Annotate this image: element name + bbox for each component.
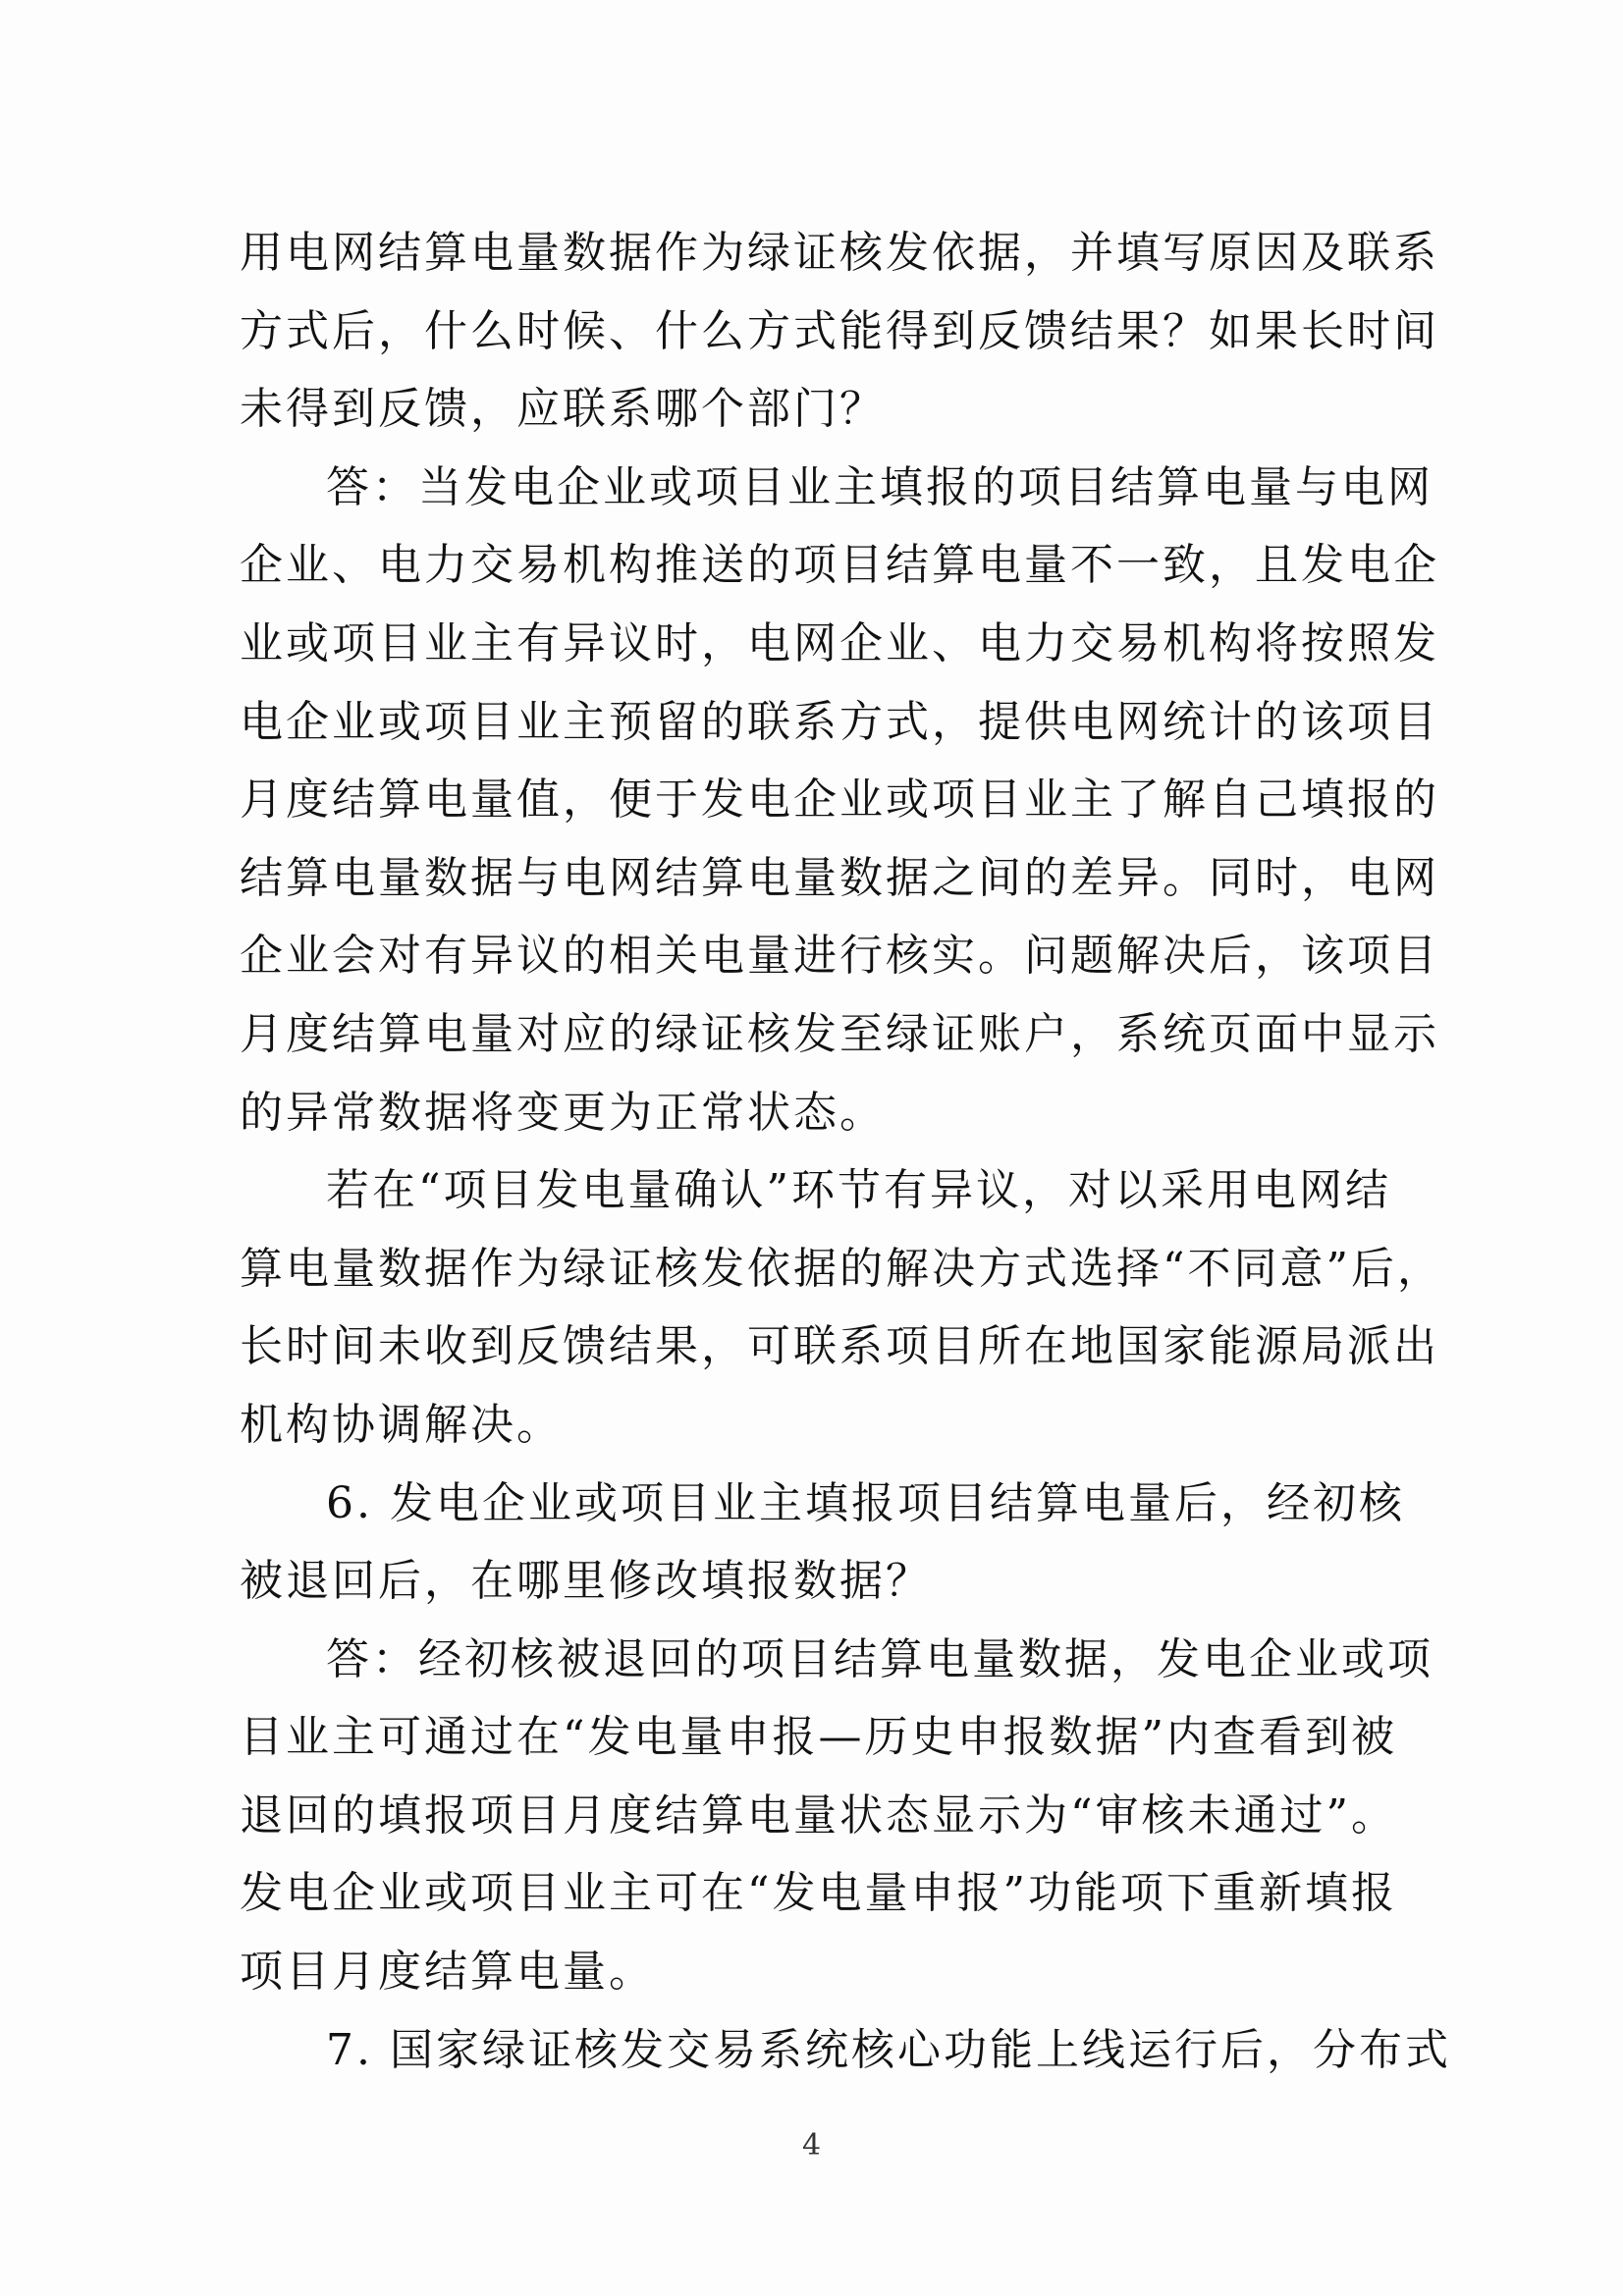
question-heading-6: 6. 发电企业或项目业主填报项目结算电量后，经初核 (326, 1477, 1405, 1528)
question-heading-7: 7. 国家绿证核发交易系统核心功能上线运行后，分布式 (326, 2024, 1451, 2075)
text-line: 答：当发电企业或项目业主填报的项目结算电量与电网 (326, 461, 1434, 512)
text-line: 月度结算电量值，便于发电企业或项目业主了解自己填报的 (240, 774, 1439, 826)
text-line: 企业会对有异议的相关电量进行核实。问题解决后，该项目 (240, 931, 1439, 982)
text-line: 目业主可通过在“发电量申报—历史申报数据”内查看到被 (240, 1712, 1397, 1763)
text-line: 发电企业或项目业主可在“发电量申报”功能项下重新填报 (240, 1868, 1397, 1919)
text-line: 若在“项目发电量确认”环节有异议，对以采用电网结 (326, 1165, 1391, 1216)
text-line: 用电网结算电量数据作为绿证核发依据，并填写原因及联系 (240, 228, 1439, 278)
text-line: 的异常数据将变更为正常状态。 (240, 1087, 886, 1138)
text-line: 退回的填报项目月度结算电量状态显示为“审核未通过”。 (240, 1789, 1397, 1841)
text-line: 未得到反馈，应联系哪个部门？ (240, 384, 886, 435)
text-line: 业或项目业主有异议时，电网企业、电力交易机构将按照发 (240, 617, 1439, 668)
text-line: 长时间未收到反馈结果，可联系项目所在地国家能源局派出 (240, 1321, 1439, 1372)
text-line: 结算电量数据与电网结算电量数据之间的差异。同时，电网 (240, 852, 1439, 903)
text-line: 方式后，什么时候、什么方式能得到反馈结果？如果长时间 (240, 305, 1439, 356)
page-number: 4 (801, 2128, 822, 2163)
text-line: 机构协调解决。 (240, 1399, 563, 1450)
body-text (240, 214, 1451, 2089)
text-line: 月度结算电量对应的绿证核发至绿证账户，系统页面中显示 (240, 1008, 1439, 1059)
text-line: 项目月度结算电量。 (240, 1947, 655, 1998)
text-line: 企业、电力交易机构推送的项目结算电量不一致，且发电企 (240, 540, 1439, 591)
text-line: 答：经初核被退回的项目结算电量数据，发电企业或项 (326, 1633, 1434, 1684)
text-line: 被退回后，在哪里修改填报数据？ (240, 1556, 932, 1607)
text-line: 电企业或项目业主预留的联系方式，提供电网统计的该项目 (240, 696, 1439, 747)
text-line: 算电量数据作为绿证核发依据的解决方式选择“不同意”后， (240, 1243, 1443, 1294)
